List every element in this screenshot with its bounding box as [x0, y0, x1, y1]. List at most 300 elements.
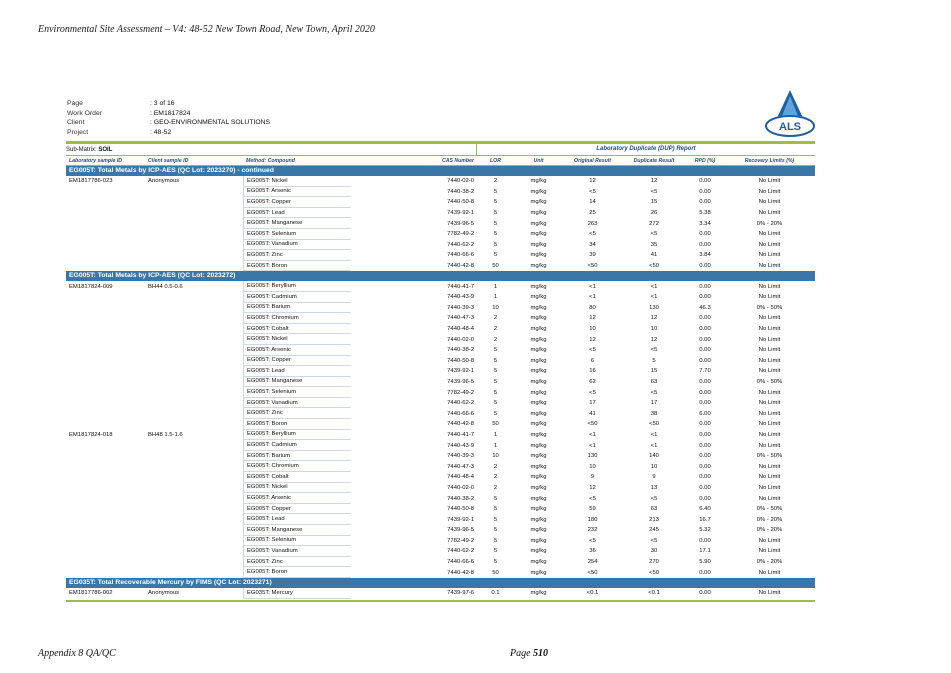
cell-unit: mg/kg — [530, 484, 547, 491]
report-sections — [66, 166, 815, 599]
cell-lor: 5 — [493, 231, 498, 238]
cell-recovery-limits: No Limit — [758, 368, 781, 375]
table-row — [66, 281, 815, 292]
meta-row — [67, 109, 270, 119]
cell-recovery-limits: No Limit — [758, 315, 781, 322]
report-title: Laboratory Duplicate (DUP) Report — [476, 144, 815, 155]
cell-original-result: 12 — [589, 178, 596, 185]
cell-recovery-limits: No Limit — [758, 188, 781, 195]
cell-cas-number: 7440-02-0 — [447, 484, 474, 491]
column-header-method-compound: Method: Compound — [246, 157, 295, 164]
cell-duplicate-result: 5 — [652, 357, 656, 364]
cell-lor: 5 — [493, 537, 498, 544]
cell-duplicate-result: 10 — [650, 463, 658, 470]
cell-cas-number: 7440-38-2 — [447, 495, 474, 502]
cell-duplicate-result: 213 — [649, 516, 659, 523]
cell-duplicate-result: 245 — [649, 527, 659, 534]
cell-cas-number: 7439-92-1 — [447, 210, 474, 217]
cell-rpd: 0.00 — [699, 294, 711, 301]
cell-unit: mg/kg — [530, 241, 547, 248]
cell-rpd: 0.00 — [699, 463, 711, 470]
cell-cas-number: 7440-62-2 — [447, 241, 474, 248]
cell-original-result: 6 — [590, 357, 595, 364]
table-row — [66, 261, 815, 272]
cell-original-result: <5 — [589, 231, 596, 238]
cell-rpd: 46.3 — [699, 304, 711, 311]
cell-method-compound: EG005T: Vanadium — [243, 240, 351, 251]
cell-lab-sample-id: EM1817786-023 — [69, 178, 113, 185]
cell-original-result: 232 — [587, 527, 598, 534]
cell-lor: 5 — [493, 241, 498, 248]
table-row — [66, 483, 815, 494]
cell-lab-sample-id: EM1817824-009 — [69, 283, 113, 290]
cell-lor: 5 — [493, 516, 498, 523]
cell-duplicate-result: <5 — [650, 537, 658, 544]
cell-rpd: 5.38 — [699, 210, 711, 217]
table-row — [66, 292, 815, 303]
cell-unit: mg/kg — [530, 537, 547, 544]
cell-lor: 2 — [493, 178, 498, 185]
cell-recovery-limits: No Limit — [758, 442, 781, 449]
cell-method-compound: EG005T: Nickel — [243, 334, 351, 345]
submatrix-row — [66, 144, 815, 156]
cell-cas-number: 7440-66-6 — [447, 252, 474, 259]
cell-lor: 5 — [493, 527, 498, 534]
cell-method-compound: EG005T: Lead — [243, 366, 351, 377]
cell-cas-number: 7440-02-0 — [447, 336, 474, 343]
cell-original-result: 263 — [587, 220, 598, 227]
table-row — [66, 588, 815, 599]
footer-page — [510, 648, 548, 659]
cell-cas-number: 7440-39-3 — [447, 453, 474, 460]
cell-cas-number: 7439-92-1 — [447, 368, 474, 375]
cell-cas-number: 7440-02-0 — [447, 178, 474, 185]
cell-lor: 1 — [493, 283, 498, 290]
table-row — [66, 546, 815, 557]
cell-recovery-limits: No Limit — [758, 336, 781, 343]
cell-lor: 50 — [492, 569, 499, 576]
cell-rpd: 0.00 — [699, 347, 711, 354]
cell-cas-number: 7782-49-2 — [447, 231, 474, 238]
cell-cas-number: 7439-97-6 — [447, 590, 474, 597]
cell-recovery-limits: No Limit — [758, 484, 781, 491]
cell-method-compound: EG005T: Barium — [243, 451, 351, 462]
cell-unit: mg/kg — [530, 495, 547, 502]
cell-unit: mg/kg — [530, 516, 547, 523]
cell-original-result: 36 — [589, 548, 596, 555]
cell-rpd: 3.84 — [699, 252, 711, 259]
cell-unit: mg/kg — [530, 252, 547, 259]
cell-unit: mg/kg — [530, 378, 547, 385]
table-row — [66, 356, 815, 367]
cell-duplicate-result: 9 — [652, 474, 656, 481]
cell-method-compound: EG005T: Manganese — [243, 218, 351, 229]
cell-cas-number: 7440-42-8 — [447, 421, 474, 428]
cell-cas-number: 7440-43-9 — [447, 442, 474, 449]
cell-original-result: <1 — [589, 442, 596, 449]
footer-page-prefix: Page — [510, 648, 531, 659]
table-row — [66, 313, 815, 324]
cell-rpd: 0.00 — [699, 537, 711, 544]
table-row — [66, 440, 815, 451]
cell-lor: 5 — [493, 559, 498, 566]
meta-row — [67, 99, 270, 109]
submatrix-value: SOIL — [98, 146, 113, 153]
cell-lor: 5 — [493, 548, 498, 555]
cell-cas-number: 7440-42-8 — [447, 263, 474, 270]
cell-unit: mg/kg — [530, 188, 547, 195]
cell-lor: 2 — [493, 326, 498, 333]
meta-row — [67, 118, 270, 128]
meta-row — [67, 128, 270, 138]
table-row — [66, 430, 815, 441]
cell-original-result: <50 — [587, 263, 598, 270]
cell-duplicate-result: <0.1 — [648, 590, 660, 597]
cell-unit: mg/kg — [530, 263, 547, 270]
cell-lor: 10 — [492, 304, 499, 311]
cell-duplicate-result: <5 — [650, 188, 658, 195]
cell-method-compound: EG005T: Nickel — [243, 176, 351, 187]
column-header-original-result: Original Result — [574, 157, 611, 164]
cell-lor: 50 — [492, 421, 499, 428]
cell-cas-number: 7440-62-2 — [447, 400, 474, 407]
cell-unit: mg/kg — [530, 199, 547, 206]
cell-client-sample-id: BH48 1.5-1.6 — [148, 431, 183, 438]
cell-unit: mg/kg — [530, 220, 547, 227]
cell-lor: 5 — [493, 495, 498, 502]
cell-unit: mg/kg — [530, 590, 547, 597]
cell-method-compound: EG005T: Selenium — [243, 229, 351, 240]
cell-method-compound: EG005T: Copper — [243, 197, 351, 208]
cell-method-compound: EG005T: Beryllium — [243, 281, 351, 292]
cell-recovery-limits: 0% - 50% — [756, 506, 783, 513]
cell-original-result: 180 — [587, 516, 598, 523]
cell-rpd: 0.00 — [699, 188, 711, 195]
cell-duplicate-result: 272 — [649, 220, 659, 227]
cell-original-result: 10 — [589, 463, 596, 470]
cell-cas-number: 7440-48-4 — [447, 474, 474, 481]
column-header-cas-number: CAS Number — [442, 157, 474, 164]
cell-lor: 5 — [493, 378, 498, 385]
table-row — [66, 472, 815, 483]
cell-unit: mg/kg — [530, 527, 547, 534]
cell-method-compound: EG005T: Boron — [243, 261, 351, 272]
table-row — [66, 229, 815, 240]
cell-duplicate-result: <5 — [650, 389, 658, 396]
table-row — [66, 398, 815, 409]
cell-client-sample-id: Anonymous — [148, 178, 180, 185]
cell-recovery-limits: No Limit — [758, 357, 781, 364]
cell-method-compound: EG005T: Zinc — [243, 557, 351, 568]
cell-recovery-limits: 0% - 20% — [756, 559, 783, 566]
cell-rpd: 0.00 — [699, 484, 711, 491]
cell-client-sample-id: Anonymous — [148, 590, 180, 597]
als-logo — [764, 88, 816, 140]
table-row — [66, 451, 815, 462]
cell-method-compound: EG005T: Zinc — [243, 250, 351, 261]
cell-recovery-limits: No Limit — [758, 463, 781, 470]
cell-lab-sample-id: EM1817786-002 — [69, 590, 113, 597]
cell-cas-number: 7440-39-3 — [447, 304, 474, 311]
cell-recovery-limits: No Limit — [758, 231, 781, 238]
table-row — [66, 525, 815, 536]
cell-duplicate-result: 12 — [650, 336, 658, 343]
cell-original-result: <5 — [589, 347, 596, 354]
cell-lor: 0.1 — [491, 590, 500, 597]
cell-unit: mg/kg — [530, 442, 547, 449]
cell-method-compound: EG005T: Cadmium — [243, 292, 351, 303]
meta-value: : GEO-ENVIRONMENTAL SOLUTIONS — [150, 119, 271, 127]
cell-original-result: 25 — [589, 210, 596, 217]
cell-lor: 5 — [493, 410, 498, 417]
cell-duplicate-result: 140 — [649, 453, 659, 460]
cell-cas-number: 7440-50-8 — [447, 506, 474, 513]
cell-unit: mg/kg — [530, 400, 547, 407]
cell-cas-number: 7440-47-3 — [447, 463, 474, 470]
column-header-lab-sample-id: Laboratory sample ID — [69, 157, 123, 164]
cell-duplicate-result: 41 — [650, 252, 658, 259]
cell-method-compound: EG005T: Vanadium — [243, 546, 351, 557]
cell-original-result: 10 — [589, 326, 596, 333]
cell-recovery-limits: No Limit — [758, 241, 781, 248]
cell-recovery-limits: 0% - 50% — [756, 453, 783, 460]
cell-cas-number: 7440-66-6 — [447, 559, 474, 566]
cell-rpd: 0.00 — [699, 199, 711, 206]
table-row — [66, 334, 815, 345]
logo-text: ALS — [779, 121, 801, 133]
cell-recovery-limits: 0% - 20% — [756, 220, 783, 227]
cell-duplicate-result: <1 — [650, 442, 658, 449]
cell-recovery-limits: 0% - 20% — [756, 516, 783, 523]
cell-cas-number: 7439-92-1 — [447, 516, 474, 523]
cell-original-result: <5 — [589, 495, 596, 502]
cell-cas-number: 7440-47-3 — [447, 315, 474, 322]
cell-lor: 2 — [493, 336, 498, 343]
section-header: EG005T: Total Metals by ICP-AES (QC Lot: 2023270) - continued — [66, 166, 815, 176]
cell-unit: mg/kg — [530, 210, 547, 217]
cell-lor: 1 — [493, 431, 498, 438]
cell-rpd: 0.00 — [699, 400, 711, 407]
cell-recovery-limits: No Limit — [758, 495, 781, 502]
cell-rpd: 0.00 — [699, 178, 711, 185]
cell-duplicate-result: 63 — [650, 506, 658, 513]
footer-appendix: Appendix 8 QA/QC — [38, 648, 116, 659]
cell-recovery-limits: No Limit — [758, 326, 781, 333]
cell-rpd: 5.32 — [699, 527, 711, 534]
column-header-rpd: RPD (%) — [694, 157, 716, 164]
cell-unit: mg/kg — [530, 368, 547, 375]
cell-original-result: <50 — [587, 421, 598, 428]
cell-method-compound: EG005T: Barium — [243, 303, 351, 314]
cell-original-result: 12 — [589, 484, 596, 491]
cell-lor: 5 — [493, 347, 498, 354]
cell-lor: 2 — [493, 474, 498, 481]
cell-recovery-limits: No Limit — [758, 210, 781, 217]
cell-unit: mg/kg — [530, 294, 547, 301]
cell-cas-number: 7440-38-2 — [447, 188, 474, 195]
cell-duplicate-result: <1 — [650, 294, 658, 301]
cell-method-compound: EG005T: Arsenic — [243, 187, 351, 198]
cell-cas-number: 7439-96-5 — [447, 378, 474, 385]
cell-method-compound: EG005T: Cadmium — [243, 440, 351, 451]
cell-duplicate-result: 63 — [650, 378, 658, 385]
cell-recovery-limits: No Limit — [758, 400, 781, 407]
cell-cas-number: 7440-50-8 — [447, 199, 474, 206]
cell-duplicate-result: <1 — [650, 283, 658, 290]
meta-value: : 3 of 16 — [150, 100, 175, 107]
table-row — [66, 197, 815, 208]
cell-method-compound: EG005T: Copper — [243, 356, 351, 367]
cell-recovery-limits: No Limit — [758, 389, 781, 396]
cell-rpd: 0.00 — [699, 389, 711, 396]
cell-rpd: 0.00 — [699, 421, 711, 428]
cell-recovery-limits: No Limit — [758, 421, 781, 428]
cell-method-compound: EG005T: Selenium — [243, 536, 351, 547]
cell-cas-number: 7440-41-7 — [447, 431, 474, 438]
cell-recovery-limits: No Limit — [758, 431, 781, 438]
cell-duplicate-result: <50 — [649, 263, 659, 270]
cell-unit: mg/kg — [530, 559, 547, 566]
cell-lor: 2 — [493, 315, 498, 322]
cell-original-result: <5 — [589, 537, 596, 544]
cell-lor: 5 — [493, 199, 498, 206]
cell-unit: mg/kg — [530, 389, 547, 396]
table-row — [66, 250, 815, 261]
cell-duplicate-result: <1 — [650, 431, 658, 438]
cell-rpd: 0.00 — [699, 569, 711, 576]
cell-lor: 1 — [493, 442, 498, 449]
cell-rpd: 0.00 — [699, 453, 711, 460]
cell-cas-number: 7440-50-8 — [447, 357, 474, 364]
cell-unit: mg/kg — [530, 347, 547, 354]
column-header-recovery-limits: Recovery Limits (%) — [744, 157, 795, 164]
cell-unit: mg/kg — [530, 474, 547, 481]
cell-recovery-limits: No Limit — [758, 294, 781, 301]
cell-rpd: 7.70 — [699, 368, 711, 375]
table-row — [66, 567, 815, 578]
cell-unit: mg/kg — [530, 304, 547, 311]
cell-lor: 5 — [493, 188, 498, 195]
table-row — [66, 504, 815, 515]
cell-lor: 5 — [493, 389, 498, 396]
cell-method-compound: EG005T: Cobalt — [243, 472, 351, 483]
cell-method-compound: EG005T: Cobalt — [243, 324, 351, 335]
cell-cas-number: 7440-41-7 — [447, 283, 474, 290]
cell-recovery-limits: No Limit — [758, 590, 781, 597]
duplicate-report-table — [66, 141, 815, 602]
cell-recovery-limits: No Limit — [758, 347, 781, 354]
cell-cas-number: 7440-48-4 — [447, 326, 474, 333]
cell-unit: mg/kg — [530, 315, 547, 322]
cell-duplicate-result: 15 — [650, 368, 658, 375]
cell-unit: mg/kg — [530, 283, 547, 290]
cell-original-result: 17 — [589, 400, 596, 407]
cell-unit: mg/kg — [530, 453, 547, 460]
cell-recovery-limits: No Limit — [758, 283, 781, 290]
column-header-unit: Unit — [533, 157, 544, 164]
cell-lor: 5 — [493, 210, 498, 217]
cell-method-compound: EG005T: Lead — [243, 514, 351, 525]
cell-duplicate-result: 38 — [650, 410, 658, 417]
cell-original-result: <50 — [587, 569, 598, 576]
meta-label: Page — [67, 100, 83, 107]
cell-duplicate-result: 35 — [650, 241, 658, 248]
table-row — [66, 377, 815, 388]
table-row — [66, 176, 815, 187]
cell-unit: mg/kg — [530, 548, 547, 555]
table-row — [66, 493, 815, 504]
cell-rpd: 0.00 — [699, 315, 711, 322]
table-row — [66, 303, 815, 314]
cell-method-compound: EG035T: Mercury — [243, 588, 351, 599]
cell-lor: 5 — [493, 506, 498, 513]
table-row — [66, 408, 815, 419]
cell-duplicate-result: 13 — [650, 484, 658, 491]
meta-value: : 48-52 — [150, 128, 172, 136]
cell-unit: mg/kg — [530, 569, 547, 576]
cell-lor: 10 — [492, 453, 499, 460]
cell-rpd: 0.00 — [699, 357, 711, 364]
cell-original-result: <1 — [589, 294, 596, 301]
column-header-duplicate-result: Duplicate Result — [633, 157, 675, 164]
column-header-lor: LOR — [490, 157, 501, 164]
cell-rpd: 0.00 — [699, 263, 711, 270]
cell-lor: 5 — [493, 368, 498, 375]
cell-rpd: 0.00 — [699, 378, 711, 385]
cell-lab-sample-id: EM1817824-018 — [69, 431, 113, 438]
table-row — [66, 419, 815, 430]
cell-recovery-limits: 0% - 50% — [756, 378, 783, 385]
section-header: EG035T: Total Recoverable Mercury by FIMS (QC Lot: 2023271) — [66, 578, 815, 588]
cell-original-result: 254 — [587, 559, 598, 566]
cell-duplicate-result: <50 — [649, 569, 659, 576]
footer-page-number: 510 — [533, 648, 549, 659]
cell-original-result: 62 — [589, 378, 596, 385]
cell-duplicate-result: 15 — [650, 199, 658, 206]
cell-original-result: 12 — [589, 315, 596, 322]
cell-recovery-limits: No Limit — [758, 410, 781, 417]
cell-rpd: 0.00 — [699, 283, 711, 290]
table-row — [66, 345, 815, 356]
cell-unit: mg/kg — [530, 326, 547, 333]
table-row — [66, 366, 815, 377]
cell-client-sample-id: BH44 0.5-0.6 — [148, 283, 183, 290]
table-row — [66, 536, 815, 547]
cell-method-compound: EG005T: Manganese — [243, 377, 351, 388]
cell-duplicate-result: <50 — [649, 421, 659, 428]
cell-rpd: 0.00 — [699, 231, 711, 238]
cell-lor: 1 — [493, 294, 498, 301]
cell-method-compound: EG005T: Boron — [243, 567, 351, 578]
table-row — [66, 208, 815, 219]
cell-original-result: 59 — [589, 506, 596, 513]
cell-cas-number: 7439-96-5 — [447, 527, 474, 534]
cell-original-result: <0.1 — [586, 590, 599, 597]
meta-label: Client — [67, 119, 85, 127]
cell-duplicate-result: <5 — [650, 231, 658, 238]
cell-original-result: <5 — [589, 188, 596, 195]
cell-rpd: 0.00 — [699, 590, 711, 597]
cell-rpd: 0.00 — [699, 241, 711, 248]
cell-rpd: 16.7 — [699, 516, 711, 523]
cell-unit: mg/kg — [530, 431, 547, 438]
cell-method-compound: EG005T: Manganese — [243, 525, 351, 536]
cell-original-result: 130 — [587, 453, 598, 460]
meta-value: : EM1817824 — [150, 109, 191, 117]
table-row — [66, 461, 815, 472]
cell-method-compound: EG005T: Chromium — [243, 313, 351, 324]
cell-recovery-limits: No Limit — [758, 178, 781, 185]
